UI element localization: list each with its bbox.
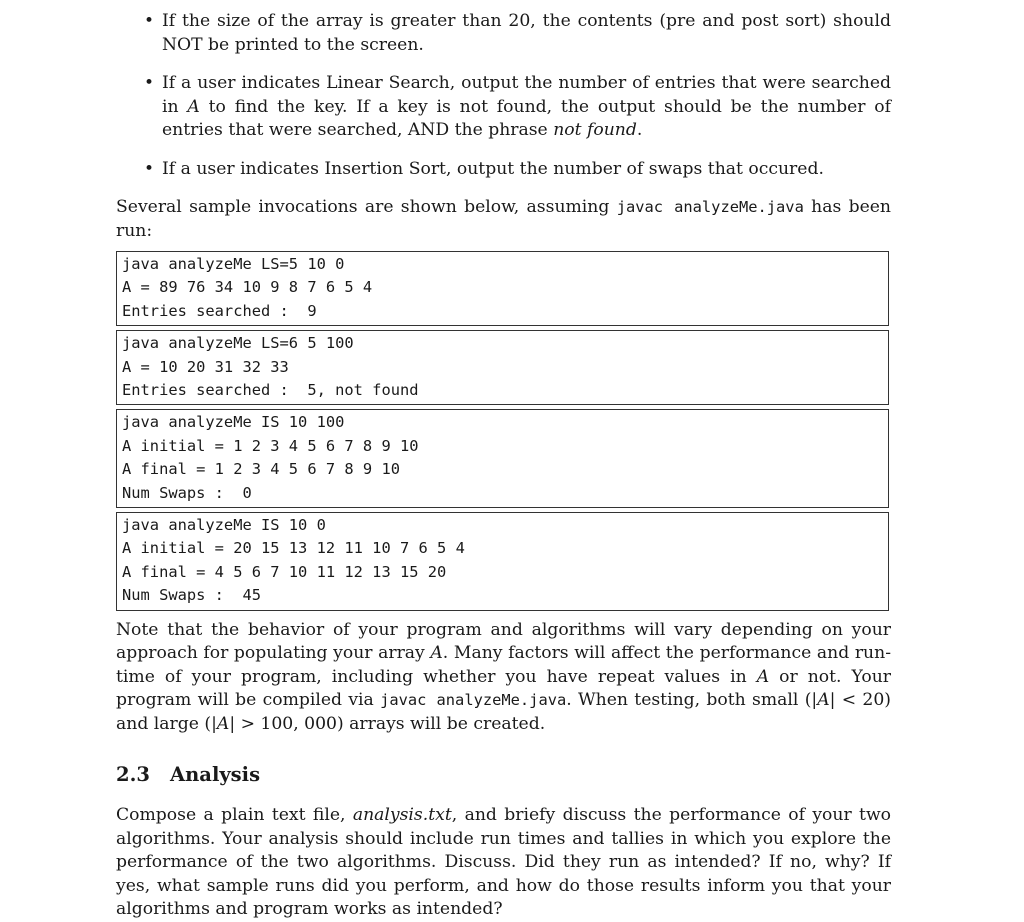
document-page [116,10,891,922]
code-line: A final = 1 2 3 4 5 6 7 8 9 10 [122,460,400,479]
intro-code: javac analyzeMe.java [616,198,804,216]
section-title: Analysis [170,763,261,787]
code-line: java analyzeMe LS=6 5 100 [122,334,354,353]
intro-paragraph [116,196,891,243]
intro-text: Several sample invocations are shown below, assuming [116,197,617,217]
code-line: A = 89 76 34 10 9 8 7 6 5 4 [122,278,373,297]
bullet-text: to find the key. If a key is not found, the output should be the number of entries that were searched, AND the phrase [162,96,891,140]
math-var: A [817,690,830,711]
example-box [116,409,889,508]
math-var: A [756,666,770,687]
analysis-text: Compose a plain text file, [116,805,353,826]
note-text: . When testing, both small (| [566,690,818,711]
example-box [116,251,889,326]
code-line: java analyzeMe IS 10 100 [122,413,345,432]
code-line: A initial = 1 2 3 4 5 6 7 8 9 10 [122,436,419,455]
requirements-list [116,10,891,181]
list-item [116,158,891,182]
analysis-text: , and briefy discuss the performance of your two algorithms. Your analysis should include run times and tallies in which you explore the performance of the two algorithms. Discuss. Did they run as intended? If no, why? If yes, what sample runs did you perform, and how do those results inform you that your algorithms and program works as intended? [116,805,892,920]
list-item [116,10,891,57]
code-line: A = 10 20 31 32 33 [122,357,289,376]
example-box [116,512,889,611]
bullet-text: If a user indicates Insertion Sort, output the number of swaps that occured. [162,158,824,179]
bullet-icon: • [144,73,155,93]
bullet-icon: • [144,158,155,179]
bullet-italic: not found [553,120,637,140]
note-text: . Many factors will affect the performance and run-time of your program, including whether you have repeat values in [116,643,891,687]
note-text: | < 20) and large (| [116,690,891,734]
note-text: | > 100, 000) arrays will be created. [229,713,546,734]
math-var: A [430,643,443,664]
note-code: javac analyzeMe.java [380,691,567,710]
note-text: Note that the behavior of your program and algorithms will vary depending on your approach for populating your array [116,619,891,664]
math-var: A [216,713,230,734]
bullet-text: If a user indicates Linear Search, output the number of entries that were searched in [162,73,891,117]
example-box [116,330,889,405]
file-name: analysis.txt [352,805,452,826]
code-line: Entries searched : 9 [122,301,317,320]
list-item [116,72,891,143]
note-paragraph [116,619,891,737]
code-line: A initial = 20 15 13 12 11 10 7 6 5 4 [122,539,465,558]
bullet-text: . [636,120,643,140]
bullet-italic: A [187,96,200,117]
analysis-paragraph [116,804,891,922]
intro-text: has been run: [116,197,891,241]
section-number: 2.3 [116,763,150,787]
bullet-icon: • [144,11,155,31]
code-line: Num Swaps : 0 [122,483,252,502]
bullet-text: If the size of the array is greater than 20, the contents (pre and post sort) should NOT be printed to the screen. [162,11,891,55]
code-line: java analyzeMe IS 10 0 [122,516,326,535]
code-line: Entries searched : 5, not found [122,381,419,400]
code-line: Num Swaps : 45 [122,586,261,605]
code-line: A final = 4 5 6 7 10 11 12 13 15 20 [122,562,447,581]
note-text: or not. Your program will be compiled via [116,666,891,711]
code-line: java analyzeMe LS=5 10 0 [122,255,345,273]
section-heading [116,762,891,788]
